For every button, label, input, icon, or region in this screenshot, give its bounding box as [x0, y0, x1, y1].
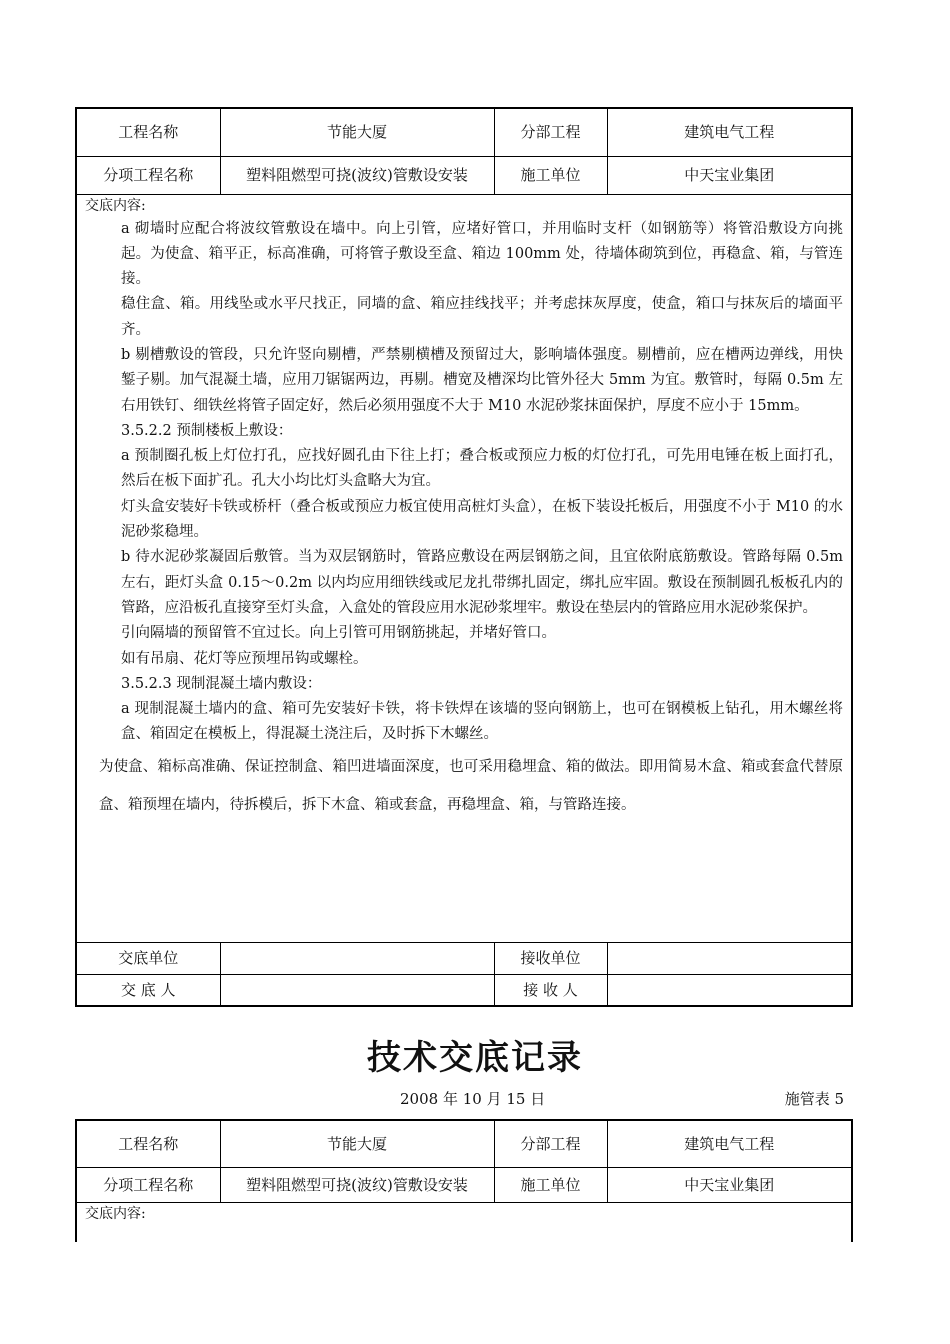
division-label: 分部工程	[494, 108, 607, 156]
issuer-person-label: 交 底 人	[76, 974, 220, 1006]
disclosure-table-2	[75, 1119, 853, 1242]
issuer-person-value[interactable]	[220, 974, 494, 1006]
subitem-name-label: 分项工程名称	[76, 1167, 220, 1202]
content-paragraph: a 预制圈孔板上灯位打孔，应找好圆孔由下往上打；叠合板或预应力板的灯位打孔，可先用电锤在板上面打孔，然后在板下面扩孔。孔大小均比灯头盒略大为宜。	[121, 448, 844, 490]
content-paragraph: a 砌墙时应配合将波纹管敷设在墙中。向上引管，应堵好管口，并用临时支杆（如钢筋等）将管沿敷设方向挑起。为使盒、箱平正，标高准确，可将管子敷设至盒、箱边 100mm 处，待墙体砌筑到位，再稳盒、箱，与管连接。	[121, 220, 844, 288]
disclosure-content-cell	[76, 194, 852, 942]
contractor-label: 施工单位	[494, 156, 607, 194]
project-name-value: 节能大厦	[220, 108, 494, 156]
content-paragraph: 为使盒、箱标高准确、保证控制盒、箱凹进墙面深度，也可采用稳埋盒、箱的做法。即用简易木盒、箱或套盒代替原盒、箱预埋在墙内，待拆模后，拆下木盒、箱或套盒，再稳埋盒、箱，与管路连接。	[99, 758, 844, 813]
receiver-person-label: 接 收 人	[494, 974, 607, 1006]
receiver-unit-label: 接收单位	[494, 942, 607, 974]
contractor-value: 中天宝业集团	[607, 156, 852, 194]
content-label: 交底内容:	[85, 1205, 146, 1222]
receiver-unit-value[interactable]	[607, 942, 852, 974]
issuer-unit-label: 交底单位	[76, 942, 220, 974]
receiver-person-value[interactable]	[607, 974, 852, 1006]
content-paragraph: 3.5.2.2 预制楼板上敷设：	[121, 422, 293, 439]
record-date: 2008 年 10 月 15 日	[400, 1090, 546, 1108]
content-label: 交底内容:	[85, 197, 146, 214]
disclosure-table-1	[75, 107, 853, 1007]
disclosure-content-cell	[76, 1202, 852, 1242]
project-name-label: 工程名称	[76, 108, 220, 156]
page-title: 技术交底记录	[367, 1038, 583, 1078]
subitem-name-value: 塑料阻燃型可挠(波纹)管敷设安装	[220, 1167, 494, 1202]
content-paragraph: a 现制混凝土墙内的盒、箱可先安装好卡铁，将卡铁焊在该墙的竖向钢筋上，也可在钢模板上钻孔，用木螺丝将盒、箱固定在模板上，得混凝土浇注后，及时拆下木螺丝。	[121, 701, 844, 743]
division-label: 分部工程	[494, 1120, 607, 1167]
content-paragraph: b 剔槽敷设的管段，只允许竖向剔槽，严禁剔横槽及预留过大，影响墙体强度。剔槽前，应在槽两边弹线，用快錾子剔。加气混凝土墙，应用刀锯锯两边，再剔。槽宽及槽深均比管外径大 5mm 为宜。敷管时，每隔 0.5m 左右用铁钉、细铁丝将管子固定好，然后必须用强度不大于 M10 水泥砂浆抹面保护，厚度不应小于 15mm。	[121, 346, 844, 414]
project-name-value: 节能大厦	[220, 1120, 494, 1167]
subitem-name-value: 塑料阻燃型可挠(波纹)管敷设安装	[220, 156, 494, 194]
issuer-unit-value[interactable]	[220, 942, 494, 974]
contractor-value: 中天宝业集团	[607, 1167, 852, 1202]
content-paragraph: 3.5.2.3 现制混凝土墙内敷设：	[121, 675, 322, 692]
form-number: 施管表 5	[784, 1090, 844, 1108]
division-value: 建筑电气工程	[607, 108, 852, 156]
content-paragraph: b 待水泥砂浆凝固后敷管。当为双层钢筋时，管路应敷设在两层钢筋之间，且宜依附底筋敷设。管路每隔 0.5m 左右，距灯头盒 0.15～0.2m 以内均应用细铁线或尼龙扎带绑扎固定，绑扎应牢固。敷设在预制圆孔板板孔内的管路，应沿板孔直接穿至灯头盒，入盒处的管段应用水泥砂浆埋牢。敷设在垫层内的管路应用水泥砂浆保护。	[121, 549, 844, 616]
contractor-label: 施工单位	[494, 1167, 607, 1202]
project-name-label: 工程名称	[76, 1120, 220, 1167]
content-paragraph: 如有吊扇、花灯等应预埋吊钩或螺栓。	[121, 650, 368, 667]
subitem-name-label: 分项工程名称	[76, 156, 220, 194]
content-paragraph: 灯头盒安装好卡铁或桥杆（叠合板或预应力板宜使用高桩灯头盒），在板下装设托板后，用强度不小于 M10 的水泥砂浆稳埋。	[121, 498, 844, 541]
content-paragraph: 稳住盒、箱。用线坠或水平尺找正，同墙的盒、箱应挂线找平；并考虑抹灰厚度，使盒，箱口与抹灰后的墙面平齐。	[121, 296, 844, 338]
division-value: 建筑电气工程	[607, 1120, 852, 1167]
content-paragraph: 引向隔墙的预留管不宜过长。向上引管可用钢筋挑起，并堵好管口。	[121, 625, 556, 642]
